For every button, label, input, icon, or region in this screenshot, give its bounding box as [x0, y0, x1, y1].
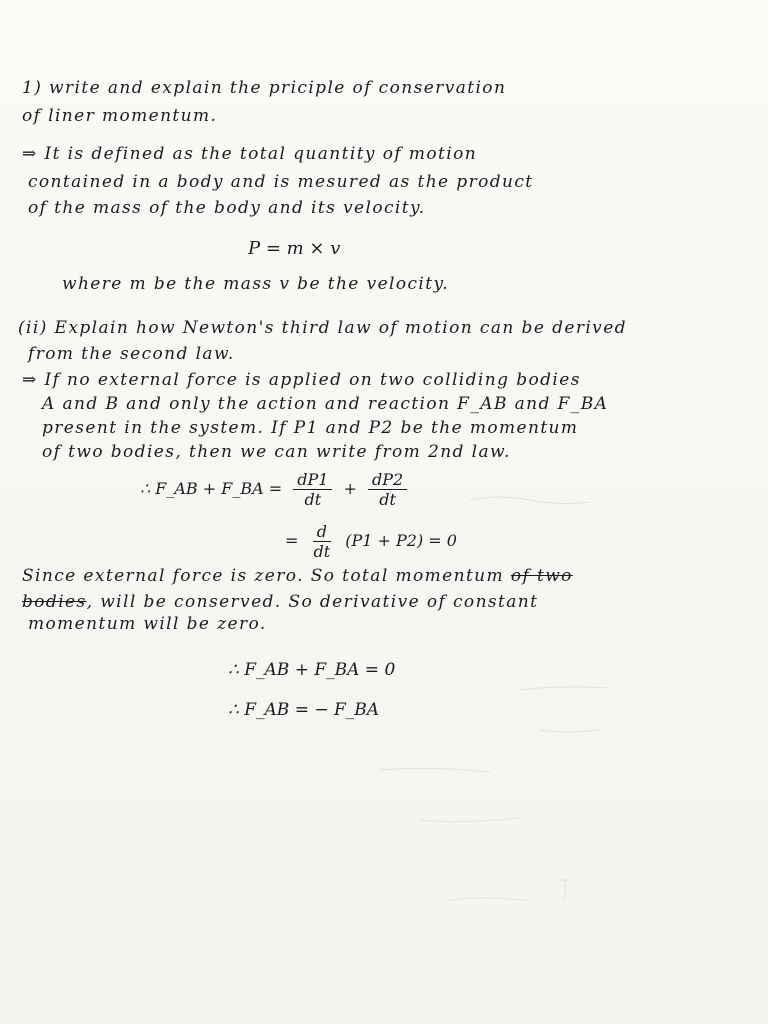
since-line1-text: Since external force is zero. So total momentum [22, 566, 511, 586]
since-line1-strikethrough: of two [510, 566, 573, 586]
momentum-formula: P = m × v [248, 238, 341, 259]
eq2-numerator: d [313, 522, 331, 542]
eq2-equals: = [285, 531, 299, 550]
eq1-denominator-2: dt [379, 490, 396, 509]
q2-answer-line2: A and B and only the action and reaction F_AB and F_BA [42, 394, 609, 414]
eq1-fraction-2 [368, 470, 407, 509]
q1-where-line: where m be the mass v be the velocity. [62, 274, 450, 294]
q2-answer-line3: present in the system. If P1 and P2 be the momentum [42, 418, 579, 438]
eq2-denominator: dt [313, 542, 331, 561]
eq1-denominator-1: dt [304, 490, 322, 509]
since-line2 [22, 592, 538, 612]
eq1-numerator-2: dP2 [368, 470, 407, 490]
eq1-numerator-1: dP1 [293, 470, 332, 490]
equation-2 [285, 522, 457, 561]
equation-1 [140, 470, 413, 509]
eq2-rest: (P1 + P2) = 0 [345, 531, 457, 550]
since-line1 [22, 566, 573, 586]
since-line2-text: , will be conserved. So derivative of constant [86, 592, 539, 612]
eq1-fraction-1 [293, 470, 332, 509]
eq1-plus: + [343, 479, 357, 498]
q1-answer-line2: contained in a body and is mesured as the product [28, 172, 534, 192]
q2-question-line2: from the second law. [28, 344, 235, 364]
q2-question-line1: (ii) Explain how Newton's third law of motion can be derived [18, 318, 627, 338]
q1-answer-line3: of the mass of the body and its velocity. [28, 198, 426, 218]
equation-3: ∴ F_AB + F_BA = 0 [228, 660, 396, 680]
q2-answer-line1: ⇒ If no external force is applied on two colliding bodies [22, 370, 581, 390]
equation-4: ∴ F_AB = − F_BA [228, 700, 380, 720]
eq1-lhs: ∴ F_AB + F_BA = [140, 479, 283, 498]
q1-answer-line1: ⇒ It is defined as the total quantity of motion [22, 144, 478, 164]
q1-question-line2: of liner momentum. [22, 106, 218, 126]
eq2-fraction [310, 522, 335, 561]
since-line3: momentum will be zero. [28, 614, 267, 634]
q1-question-line1: 1) write and explain the priciple of conservation [22, 78, 507, 98]
q2-answer-line4: of two bodies, then we can write from 2nd law. [42, 442, 511, 462]
since-line2-strikethrough: bodies [22, 592, 87, 612]
